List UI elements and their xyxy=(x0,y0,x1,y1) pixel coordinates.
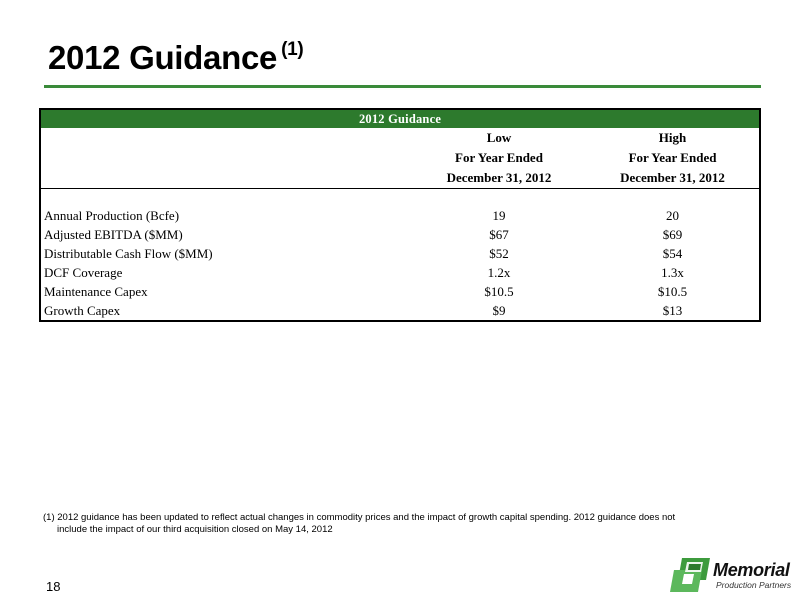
table-row xyxy=(40,282,760,301)
row-high-value: $54 xyxy=(662,246,683,261)
memorial-logo-icon xyxy=(670,556,712,594)
slide-title-text: 2012 Guidance xyxy=(48,39,278,76)
header-low-line2: For Year Ended xyxy=(455,150,543,165)
header-empty-cell xyxy=(40,148,412,168)
header-high-line3: December 31, 2012 xyxy=(586,168,760,189)
title-divider xyxy=(44,85,761,88)
table-header-row xyxy=(40,168,760,189)
logo-name: Memorial xyxy=(713,560,790,580)
table-header-row xyxy=(40,128,760,148)
header-empty-cell xyxy=(40,168,412,189)
guidance-table xyxy=(39,108,761,322)
row-label: Maintenance Capex xyxy=(44,284,148,299)
header-low-line1: Low xyxy=(486,130,512,145)
table-row xyxy=(40,206,760,225)
row-high-value: $13 xyxy=(662,303,683,318)
footnote-line1: (1) 2012 guidance has been updated to reflect actual changes in commodity prices and the impact of growth capital spending. 2012 guidance does not xyxy=(43,512,676,523)
row-low-value: 1.2x xyxy=(487,265,511,280)
header-empty-cell xyxy=(40,128,412,148)
slide-title xyxy=(48,30,303,80)
title-footnote-marker: (1) xyxy=(281,39,304,60)
row-label: Adjusted EBITDA ($MM) xyxy=(44,227,183,242)
table-banner-row xyxy=(40,109,760,128)
company-logo xyxy=(670,556,792,596)
footnote-line2: include the impact of our third acquisition closed on May 14, 2012 xyxy=(57,524,333,535)
header-high-line1: High xyxy=(658,130,687,145)
row-low-value: $10.5 xyxy=(484,284,514,299)
row-low-value: $52 xyxy=(489,246,509,261)
row-high-value: $10.5 xyxy=(657,284,688,299)
row-high-value: 20 xyxy=(666,208,680,223)
row-label: Annual Production (Bcfe) xyxy=(44,208,180,223)
row-high-value: 1.3x xyxy=(661,265,684,280)
row-low-value: $9 xyxy=(492,303,506,318)
table-row xyxy=(40,263,760,282)
row-label: Growth Capex xyxy=(44,303,121,318)
row-high-value: $69 xyxy=(662,227,683,242)
table-row xyxy=(40,225,760,244)
row-label: DCF Coverage xyxy=(44,265,123,280)
table-header-row xyxy=(40,148,760,168)
table-spacer-row xyxy=(40,189,760,207)
header-high-line2: For Year Ended xyxy=(628,150,717,165)
logo-subtitle: Production Partners xyxy=(716,580,792,590)
page-number: 18 xyxy=(46,579,61,594)
footnote xyxy=(43,512,743,536)
table-banner: 2012 Guidance xyxy=(40,109,760,128)
row-low-value: 19 xyxy=(492,208,506,223)
row-label: Distributable Cash Flow ($MM) xyxy=(44,246,213,261)
table-row xyxy=(40,244,760,263)
row-low-value: $67 xyxy=(489,227,509,242)
header-low-line3: December 31, 2012 xyxy=(412,168,586,189)
table-row xyxy=(40,301,760,321)
